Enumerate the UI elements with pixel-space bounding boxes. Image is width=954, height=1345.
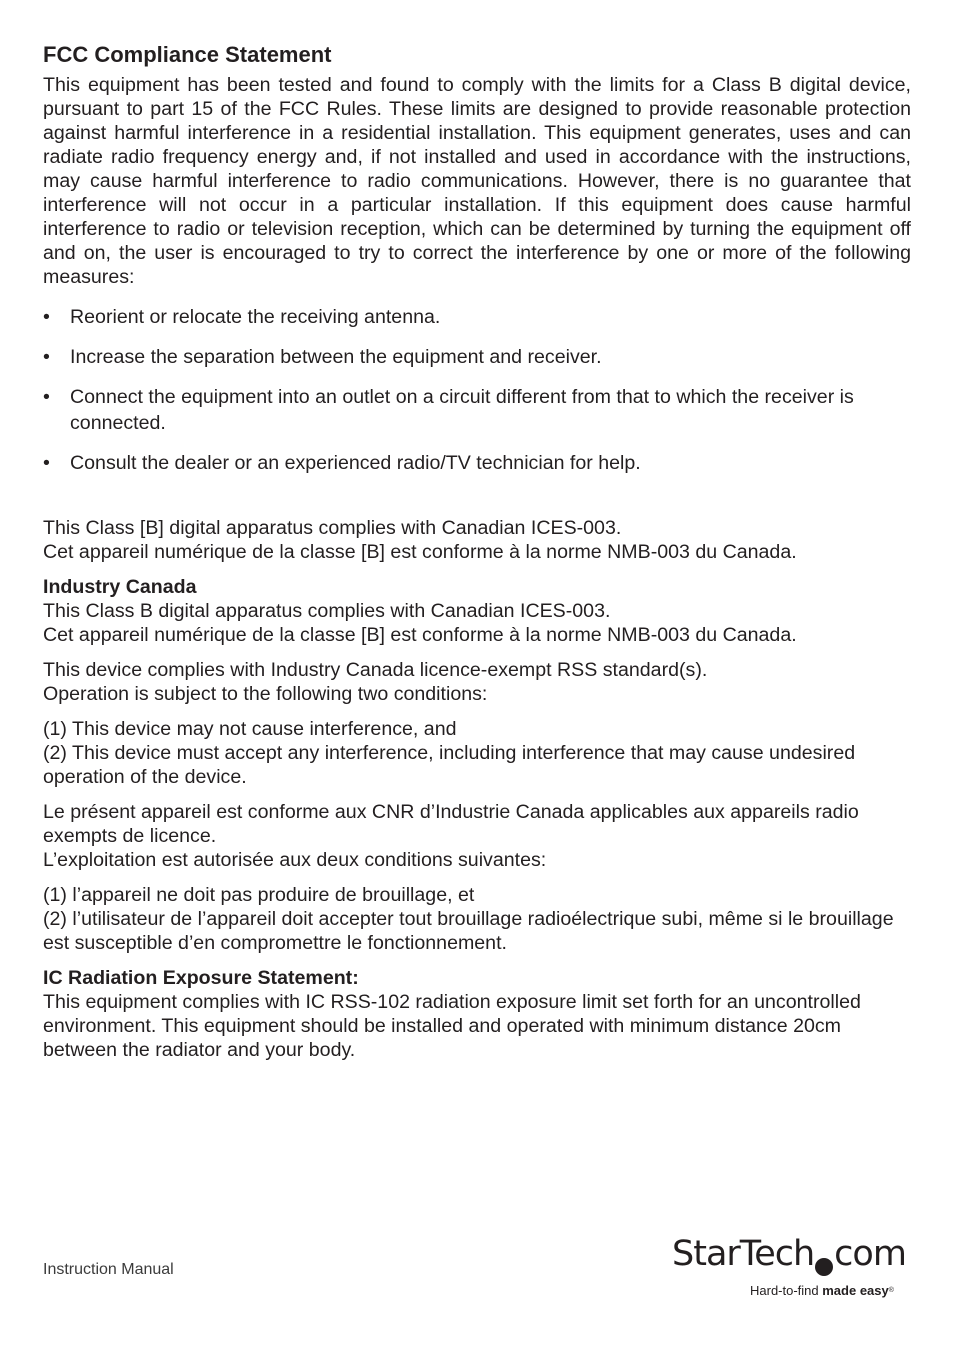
ic-class-b-line-fr: Cet appareil numérique de la classe [B] est conforme à la norme NMB-003 du Canada. bbox=[43, 624, 797, 646]
measure-text: Connect the equipment into an outlet on a circuit different from that to which the receiver is connected. bbox=[70, 386, 854, 434]
fr-conditions-intro: L’exploitation est autorisée aux deux conditions suivantes: bbox=[43, 849, 547, 871]
list-item bbox=[43, 304, 911, 330]
fr-condition-1: (1) l’appareil ne doit pas produire de brouillage, et bbox=[43, 884, 475, 906]
bullet-icon: • bbox=[43, 306, 50, 328]
fcc-measures-list bbox=[43, 304, 911, 476]
registered-mark: ® bbox=[888, 1287, 894, 1294]
measure-text: Reorient or relocate the receiving antenna. bbox=[70, 306, 441, 328]
bullet-icon: • bbox=[43, 452, 50, 474]
footer-label: Instruction Manual bbox=[43, 1261, 174, 1278]
class-b-line-fr: Cet appareil numérique de la classe [B] est conforme à la norme NMB-003 du Canada. bbox=[43, 541, 797, 563]
ic-radiation-body: This equipment complies with IC RSS-102 radiation exposure limit set forth for an uncontrolled environment. This equipment should be installed and operated with minimum distance 20cm between the radiator and your body. bbox=[43, 991, 861, 1061]
fcc-intro-paragraph: This equipment has been tested and found to comply with the limits for a Class B digital device, pursuant to part 15 of the FCC Rules. These limits are designed to provide reasonable protection against harmful interference in a residential installation. This equipment generates, uses and can radiate radio frequency energy and, if not installed and used in accordance with the instructions, may cause harmful interference to radio communications. However, there is no guarantee that interference will not occur in a particular installation. If this equipment does cause harmful interference to radio or television reception, which can be determined by turning the equipment off and on, the user is encouraged to try to correct the interference by one or more of the following measures: bbox=[43, 74, 911, 288]
rss-compliance-line: This device complies with Industry Canada licence-exempt RSS standard(s). bbox=[43, 659, 708, 681]
logo-wordmark bbox=[672, 1232, 906, 1276]
rss-conditions-intro: Operation is subject to the following two conditions: bbox=[43, 683, 488, 705]
startech-logo bbox=[672, 1232, 912, 1304]
fr-compliance-line: Le présent appareil est conforme aux CNR d’Industrie Canada applicables aux appareils radio exempts de licence. bbox=[43, 801, 859, 847]
measure-text: Increase the separation between the equipment and receiver. bbox=[70, 346, 602, 368]
logo-dot-icon bbox=[815, 1258, 833, 1276]
list-item bbox=[43, 450, 911, 476]
bullet-icon: • bbox=[43, 346, 50, 368]
logo-word-main: StarTech bbox=[672, 1234, 815, 1274]
logo-word-suffix: com bbox=[834, 1234, 906, 1274]
list-item bbox=[43, 384, 911, 436]
fcc-title: FCC Compliance Statement bbox=[43, 42, 332, 67]
tagline-regular: Hard-to-find bbox=[750, 1283, 823, 1298]
ic-radiation-title: IC Radiation Exposure Statement: bbox=[43, 967, 359, 989]
logo-tagline bbox=[750, 1283, 894, 1299]
document-body bbox=[43, 41, 911, 1062]
measure-text: Consult the dealer or an experienced radio/TV technician for help. bbox=[70, 452, 641, 474]
industry-canada-title: Industry Canada bbox=[43, 576, 197, 598]
ic-class-b-line-en: This Class B digital apparatus complies with Canadian ICES-003. bbox=[43, 600, 611, 622]
fr-condition-2: (2) l’utilisateur de l’appareil doit accepter tout brouillage radioélectrique subi, même si le brouillage est susceptible d’en compromettre le fonctionnement. bbox=[43, 908, 894, 954]
class-b-line-en: This Class [B] digital apparatus complies with Canadian ICES-003. bbox=[43, 517, 622, 539]
tagline-bold: made easy bbox=[822, 1283, 889, 1298]
condition-2: (2) This device must accept any interference, including interference that may cause undesired operation of the device. bbox=[43, 742, 856, 788]
bullet-icon: • bbox=[43, 386, 50, 408]
condition-1: (1) This device may not cause interference, and bbox=[43, 718, 457, 740]
list-item bbox=[43, 344, 911, 370]
